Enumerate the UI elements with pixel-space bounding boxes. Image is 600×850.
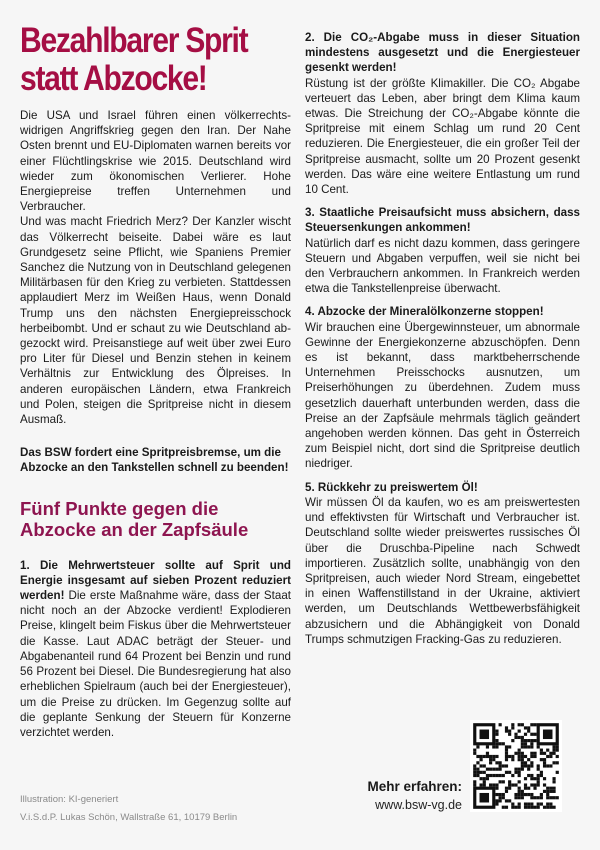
point-1 xyxy=(20,558,291,740)
demand-bold: Das BSW fordert eine Spritpreisbremse, um die Abzocke an den Tankstellen schnell zu beenden! xyxy=(20,446,289,475)
page-title xyxy=(20,22,304,98)
section-subtitle: Fünf Punkte gegen die Abzocke an der Zapfsäule xyxy=(20,497,249,540)
footer xyxy=(20,791,237,827)
left-column xyxy=(20,22,291,740)
imprint: V.i.S.d.P. Lukas Schön, Wallstraße 61, 10179 Berlin xyxy=(20,812,238,823)
point-heading: 4. Abzocke der Mineralölkonzerne stoppen! xyxy=(305,305,544,319)
point-body: Wir müssen Öl da kaufen, wo es am preiswertesten und effektivsten für Wirtschaft und Verbraucher ist. Deutschland sollte wieder preiswertes russisches Öl über die Druschba-Pipeline nach Schwedt importieren. Zusätzlich sollte, unabhängig von den Spritpreisen, auch wieder Nord Stream, eingebettet in einen Waffenstillstand in der Ukraine, aktiviert werden, um Deutschlands Wettbewerbsfähigkeit abzusichern und die Abhängigkeit von Donald Trumps schmutzigen Fracking-Gas zu reduzieren. xyxy=(305,495,580,646)
website-link[interactable]: www.bsw-vg.de xyxy=(375,798,462,812)
title-line: statt Abzocke! xyxy=(20,59,207,98)
point-body: Natürlich darf es nicht dazu kommen, dass geringere Steuern und Abgaben verpuffen, weil sie nicht bei den Verbrauchern ankommen. In Frankreich werden etwa die Tankstellenpreise überwacht. xyxy=(305,236,580,296)
point-4 xyxy=(305,304,580,471)
more-info-label: Mehr erfahren: xyxy=(367,779,462,794)
point-body: Rüstung ist der größte Klimakiller. Die CO₂ Abgabe verteuert das Leben, aber bringt dem Klima kaum etwas. Die Streichung der CO₂-Abgabe könnte die Spritpreise mit einem Schlag um rund 20 Cent reduzieren. Die Energiesteuer, die ein großer Teil der Spritpreise ausmacht, sollte um 20 Prozent gesenkt werden. Das wäre eine weitere Entlastung um rund 10 Cent. xyxy=(305,76,580,197)
title-line: Bezahlbarer Sprit xyxy=(20,21,248,60)
point-body: Wir brauchen eine Übergewinnsteuer, um abnormale Gewinne der Energiekonzerne abzuschöpfen. Denn es ist bekannt, dass marktbeherrschende Unternehmen Preisschocks ausnutzen, um Preiserhöhungen zu überdehnen. Zudem muss gesetzlich dauerhaft unterbunden werden, dass die Preise an der Zapfsäule mehrmals täglich geändert angehoben werden können. Das geht in Österreich zum Beispiel nicht, dort sind die Spritpreise deutlich niedriger. xyxy=(305,320,580,471)
point-heading: 5. Rückkehr zu preiswertem Öl! xyxy=(305,480,478,494)
intro-paragraph: Die USA und Israel führen einen völkerrechtswidrigen Angriffskrieg gegen den Iran. Der Nahe Osten brennt und EU-Diplomaten warnen bereits vor einer Flüchtlingskrise wie 2015. Deutschland wird wieder zum ökonomischen Verlierer. Hohe Energiepreise treffen Unternehmen und Verbraucher. xyxy=(20,109,291,214)
point-heading: 3. Staatliche Preisaufsicht muss absichern, dass Steuersenkungen ankommen! xyxy=(305,206,580,235)
point-body: Die erste Maßnahme wäre, dass der Staat nicht noch an der Abzocke verdient! Explodieren Preise, klingelt beim Fiskus über die Mehrwertsteuer die Kasse. Laut ADAC beträgt der Steuer- und Abgabenanteil rund 64 Prozent bei Benzin und rund 56 Prozent bei Diesel. Die Bundesregierung hat also erheblichen Spielraum (auch bei der Energiesteuer), um die Preise zu drücken. Im Gegenzug sollte auf die geplante Senkung der Steuern für Konzerne verzichtet werden. xyxy=(20,589,291,739)
point-5 xyxy=(305,480,580,647)
demand-text xyxy=(20,445,291,475)
point-heading: 1. Die Mehrwertsteuer sollte auf Sprit und Energie insgesamt auf sieben Prozent reduziert werden! xyxy=(20,558,291,603)
point-3 xyxy=(305,205,580,296)
intro-paragraph: Und was macht Friedrich Merz? Der Kanzler wischt das Völkerrecht beiseite. Dabei wäre es laut Grundgesetz seine Pflicht, wie Spaniens Premier Sanchez die Nutzung von in Deutschland gelegenen Militärbasen für den Krieg zu verbieten. Stattdessen applaudiert Merz im Weißen Haus, wenn Donald Trump uns den nächsten Energiepreisschock herbeibombt. Und er schaut zu wie Deutschland abgezockt wird. Preisanstiege auf weit über zwei Euro pro Liter für Diesel und Benzin stehen in keinem Verhältnis zur Entwicklung des Ölpreises. In anderen europäischen Ländern, etwa Frankreich und Polen, steigen die Spritpreise nicht in diesem Ausmaß. xyxy=(20,215,291,427)
more-info xyxy=(367,778,462,814)
right-column xyxy=(305,30,580,655)
point-2 xyxy=(305,30,580,197)
qr-code[interactable] xyxy=(470,720,562,812)
illustration-credit: Illustration: KI-generiert xyxy=(20,794,119,805)
point-heading: 2. Die CO₂-Abgabe muss in dieser Situation mindestens ausgesetzt und die Energiesteuer gesenkt werden! xyxy=(305,31,580,75)
